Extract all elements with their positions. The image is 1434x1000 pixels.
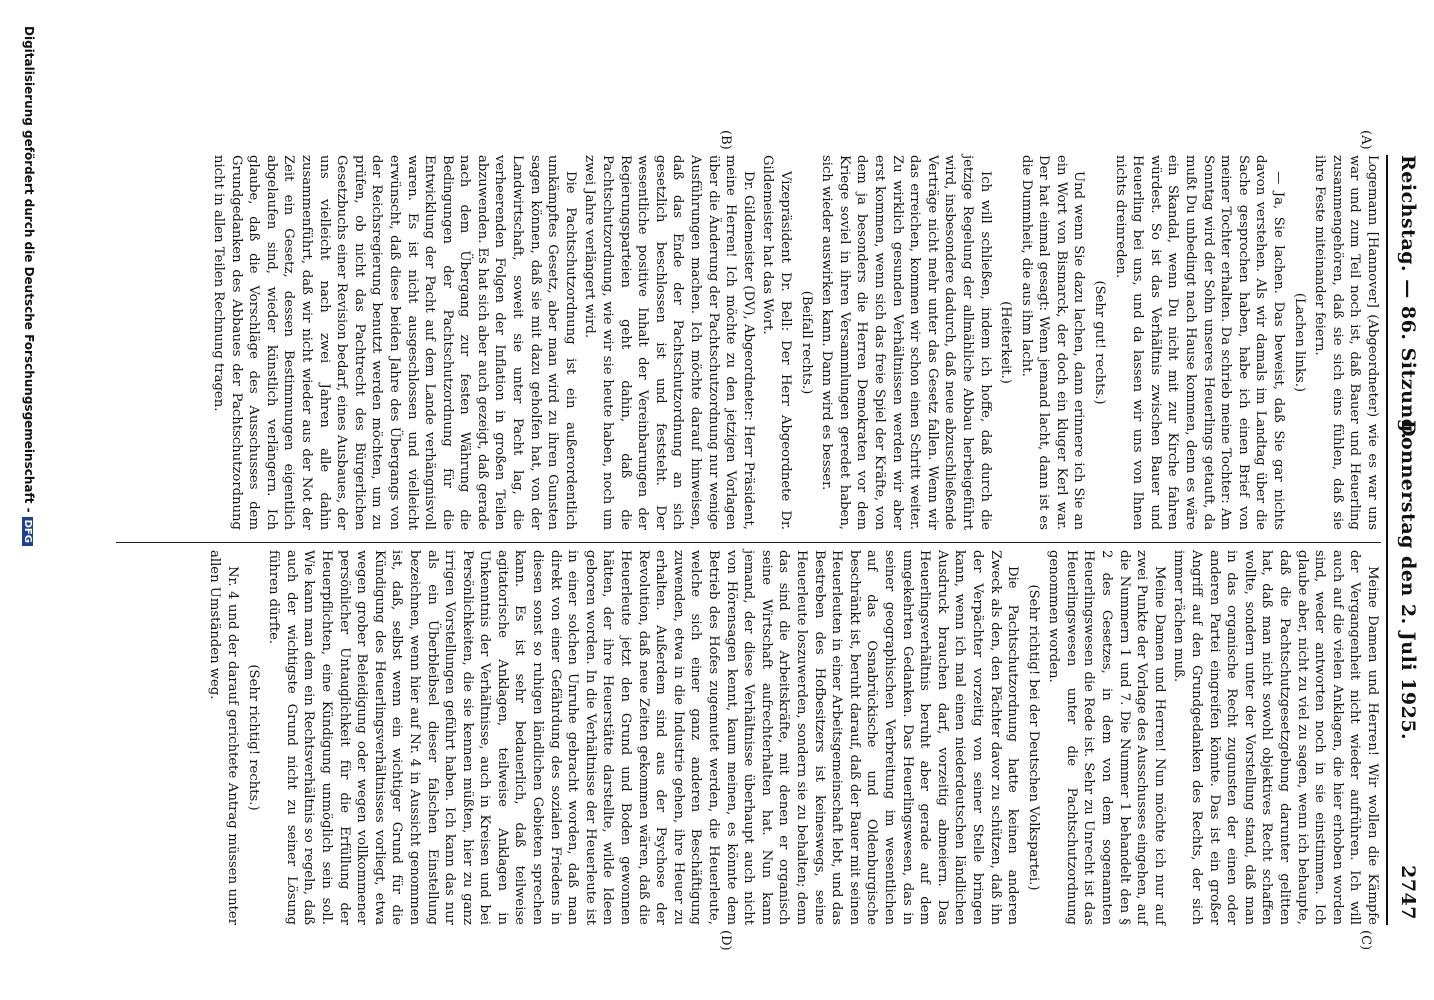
right-paragraph: Die Pachtschutzordnung hatte keinen anderen Zweck als den, den Pächter davor zu schützen, daß ihn der Verpächter vorzeitig von seiner Stelle bringen kann, wenn ich mal einen niederdeutschen ländlichen Ausdruck brauchen darf, vorzeitig abmeiern. Das Heuerlingsverhältnis beruht aber gerade auf dem umgekehrten Gedanken. Das Heuerlingswesen, das in seiner geographischen Verbreitung im wesentlichen auf das Osnabrückische und Oldenburgische beschränkt ist, beruht darauf, daß der Bauer mit seinen Heuerleuten in einer Arbeitsgemeinschaft lebt, und das Bestreben des Hofbesitzers ist keineswegs, seine Heuerleute loszuwerden, sondern sie zu behalten; denn das sind die Arbeitskräfte, mit denen er organisch seine Wirtschaft aufrechterhalten hat. Nun kann jemand, der diese Verhältnisse überhaupt auch nicht von Hörensagen kennt, kaum meinen, es könnte dem Betrieb des Hofes zugemutet werden, die Heuerleute, welche sich einer ganz anderen Beschäftigung zuwenden, etwa in die Industrie gehen, ihre Heuer zu erhalten. Außerdem sind aus der Psychose der Revolution, daß neue Zeiten gekommen wären, daß die Heuerleute jetzt den Grund und Boden gewonnen hätten, der ihre Heuerstätte darstellte, wilde Ideen geboren worden. In die Verhältnisse der Heuerleute ist in einer solchen Unruhe gebracht worden, daß man direkt von einer Gefährdung des sozialen Friedens in diesen sonst so ruhigen ländlichen Gebieten sprechen kann. Es ist sehr bedauerlich, daß teilweise agitatorische Anklagen, teilweise Anklagen in Unkenntnis der Verhältnisse, auch in Kreisen und bei Persönlichkeiten, die sie kennen müßten, hier zu ganz irrigen Vorstellungen geführt haben. Ich kann das nur als ein Überbleibsel dieser falschen Einstellung bezeichnen, wenn hier auf Nr. 4 in Aussicht genommen ist, daß, selbst wenn ein wichtiger Grund für die Kündigung des Heuerlingsverhältnisses vorliegt, etwa wegen grober Beleidigung oder wegen vollkommener persönlicher Untauglichkeit für die Erfüllung der Heuerpflichten, eine Kündigung unmöglich sein soll. Wie kann man dem ein Rechtsverhältnis so regeln, daß auch der wichtigste Grund nicht zu seiner Lösung führen dürfte. xyxy=(266,550,1021,925)
header-date: Donnerstag den 2. Juli 1925. xyxy=(1397,420,1419,741)
right-paragraph: Nr. 4 und der darauf gerichtete Antrag müssen unter allen Umständen weg. xyxy=(207,550,240,925)
header-left: Reichstag. — 86. Sitzung. xyxy=(1397,155,1419,440)
right-interjection: (Sehr richtig! rechts.) xyxy=(245,664,261,811)
right-column xyxy=(204,550,1381,925)
document-sheet xyxy=(103,60,1433,960)
left-paragraph: Vizepräsident Dr. Bell: Der Herr Abgeordnete Dr. Gildemeister hat das Wort. xyxy=(760,155,793,530)
right-paragraph: Meine Damen und Herren! Wir wollen die Kämpfe der Vergangenheit nicht wieder aufrühren. Ich will auch auf die vielen Anklagen, die hier erhoben worden sind, weder antworten noch in sie einstimmen. Ich glaube aber, nicht zu viel zu sagen, wenn ich behaupte, daß die Pachtschutzgesetzgebung darunter gelitten hat, daß man nicht sowohl objektives Recht schaffen wollte, sondern unter der Vorstellung stand, daß man in das organische Recht zugunsten der einen oder anderen Partei eingreifen könnte. Das ist ein großer Angriff auf den Grundgedanken des Rechts, der sich immer rächen muß. xyxy=(1171,550,1380,925)
margin-marker-a: (A) xyxy=(1358,130,1373,150)
left-paragraph: — Ja, Sie lachen. Das beweist, daß Sie gar nichts davon verstehen. Als wir damals im Landtag über die Sache gesprochen haben, habe ich einen Brief von meiner Tochter erhalten. Da schrieb meine Tochter: Am Sonntag wird der Sohn unseres Heuerlings getauft, da mußt Du unbedingt nach Hause kommen, denn es wäre ein Skandal, wenn Du nicht mit zur Kirche fahren würdest. So ist das Verhältnis zwischen Bauer und Heuerling bei uns, und da lassen wir uns von Ihnen nichts dreinreden. xyxy=(1112,155,1287,530)
margin-marker-b: (B) xyxy=(718,130,733,150)
column-divider xyxy=(116,542,1381,543)
left-paragraph: Die Pachtschutzordnung ist ein außerordentlich umkämpftes Gesetz, aber man wird zu ihren Gunsten sagen können, daß sie mit dazu geholfen hat, von der Landwirtschaft, soweit sie unter Pacht lag, die verheerenden Folgen der Inflation in großen Teilen abzuwenden. Es hat sich aber auch gezeigt, daß gerade nach dem Übergang zur festen Währung die Bedingungen der Pachtschutzordnung für die Entwicklung der Pacht auf dem Lande verhängnisvoll waren. Es ist nicht ausgeschlossen und vielleicht erwünscht, daß diese beiden Jahre des Übergangs von der Reichsregierung benutzt werden möchten, um zu prüfen, ob nicht das Pachtrecht des Bürgerlichen Gesetzbuchs einer Revision bedarf, eines Ausbaues, der uns vielleicht nach zwei Jahren alle dahin zusammenführt, daß wir nicht wieder aus der Not der Zeit ein Gesetz, dessen Bestimmungen eigentlich abgelaufen sind, wieder künstlich verlängern. Ich glaube, daß die Vorschläge des Ausschusses dem Grundgedanken des Abbaues der Pachtschutzordnung nicht in allen Teilen Rechnung tragen. xyxy=(211,155,578,530)
left-paragraph: Logemann [Hannover] (Abgeordneter) wie es war uns war und zum Teil noch ist, daß Bauer und Heuerling zusammengehören, daß sie sich eins fühlen, daß sie ihre Feste miteinander feiern. xyxy=(1312,155,1380,530)
header-rule xyxy=(1386,155,1388,925)
right-interjection: (Sehr richtig! bei der Deutschen Volkspartei.) xyxy=(1025,584,1041,891)
left-interjection: (Heiterkeit.) xyxy=(998,301,1014,384)
left-paragraph: Ich will schließen, indem ich hoffe, daß durch die jetzige Regelung der allmähliche Abbau herbeigeführt wird, insbesondere dadurch, daß neue abzuschließende Verträge nicht mehr unter das Gesetz fallen. Wenn wir das erreichen, kommen wir schon einen Schritt weiter. Zu wirklich gesunden Verhältnissen werden wir aber erst kommen, wenn sich das freie Spiel der Kräfte, von dem ja besonders die Herren Demokraten vor dem Kriege soviel in ihren Versammlungen geredet haben, sich wieder auswirken kann. Dann wird es besser. xyxy=(819,155,993,530)
margin-marker-c: (C) xyxy=(1358,930,1373,951)
left-paragraph: Dr. Gildemeister (DV), Abgeordneter: Herr Präsident, meine Herren! Ich möchte zu den jetzigen Vorlagen über die Änderung der Pachtschutzordnung nur wenige Ausführungen machen. Ich möchte darauf hinweisen, daß das Ende der Pachtschutzordnung an sich gesetzlich beschlossen ist und feststeht. Der wesentliche positive Inhalt der Vereinbarungen der Regierungsparteien geht dahin, daß die Pachtschutzordnung, wie wir sie heute haben, noch um zwei Jahre verlängert wird. xyxy=(582,155,756,530)
digitization-footer xyxy=(14,26,36,986)
margin-marker-d: (D) xyxy=(718,930,733,951)
footer-text: Digitalisierung gefördert durch die Deutsche Forschungsgemeinschaft - xyxy=(22,26,36,513)
left-interjection: (Lachen links.) xyxy=(1291,292,1307,393)
left-interjection: (Beifall rechts.) xyxy=(798,290,814,395)
right-paragraph: Meine Damen und Herren! Nun möchte ich nur auf zwei Punkte der Vorlage des Ausschusses eingehen, auf die Nummern 1 und 7. Die Nummer 1 behandelt den § 2 des Gesetzes, in dem von dem sogenannten Heuerlingswesen die Rede ist. Sehr zu Unrecht ist das Heuerlingswesen unter die Pachtschutzordnung genommen worden. xyxy=(1046,550,1167,925)
page-number: 2747 xyxy=(1397,865,1419,920)
left-column xyxy=(207,155,1381,530)
running-header xyxy=(1385,60,1419,960)
left-interjection: (Sehr gut! rechts.) xyxy=(1092,280,1108,405)
dfg-logo: DFG xyxy=(22,517,33,546)
left-paragraph: Und wenn Sie dazu lachen, dann erinnere ich Sie an ein Wort von Bismarck, der doch ein kluger Kerl war. Der hat einmal gesagt: Wenn jemand lacht, dann ist es die Dummheit, die aus ihm lacht. xyxy=(1018,155,1087,530)
